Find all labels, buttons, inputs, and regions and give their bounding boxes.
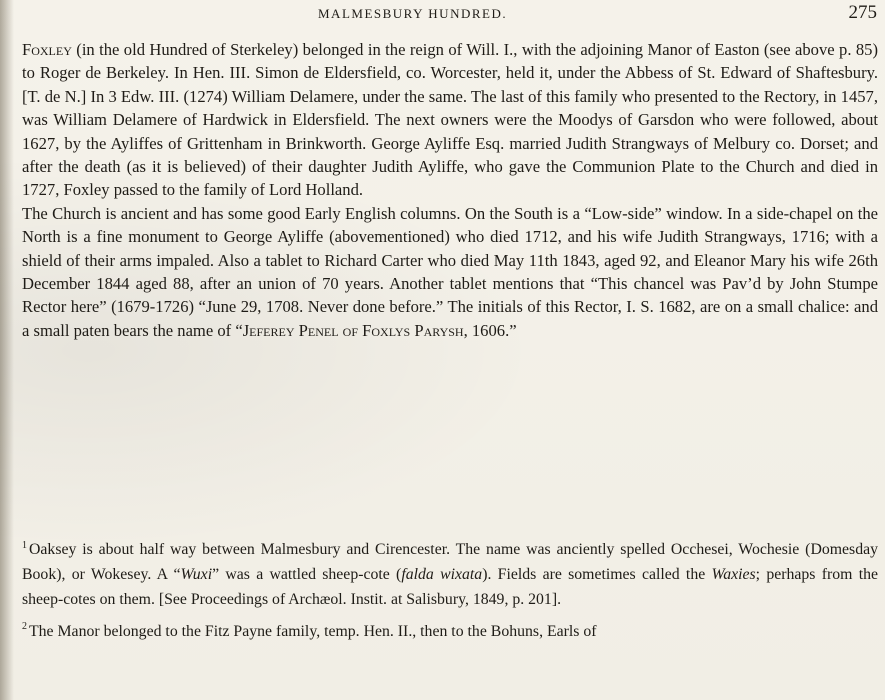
paten-inscription: Jeferey Penel of Foxlys Parysh, 1606. bbox=[242, 320, 510, 340]
paragraph-church bbox=[22, 202, 878, 342]
footnote-marker: 1 bbox=[22, 539, 27, 551]
paragraph-foxley bbox=[22, 38, 878, 202]
footnote-1 bbox=[22, 537, 878, 613]
footnotes bbox=[22, 537, 878, 644]
main-text bbox=[22, 38, 878, 342]
paragraph-lead-word: Foxley bbox=[22, 40, 72, 59]
footnote-text: ” was a wattled sheep-cote ( bbox=[212, 566, 402, 584]
footnote-2 bbox=[22, 619, 878, 644]
paragraph-text: (in the old Hundred of Sterkeley) belonged in the reign of Will. I., with the adjoining Manor of Easton (see above p. 85) to Roger de Berkeley. In Hen. III. Simon de Eldersfield, co. Worcester, held it, under the Abbess of St. Edward of Shaftesbury. [T. de N.] In 3 Edw. III. (1274) William Delamere, under the same. The last of this family who presented to the Rectory, in 1457, was William Delamere of Hardwick in Eldersfield. The next owners were the Moodys of Garsdon who were followed, about 1627, by the Ayliffes of Grittenham in Brinkworth. George Ayliffe Esq. married Judith Strangways of Melbury co. Dorset; and after the death (as it is believed) of their daughter Judith Ayliffe, who gave the Communion Plate to the Church and died in 1727, Foxley passed to the family of Lord Holland. bbox=[22, 40, 878, 200]
binding-shadow bbox=[0, 0, 14, 700]
page-number: 275 bbox=[848, 2, 877, 23]
paragraph-text-end: ” bbox=[509, 320, 517, 340]
footnote-text: ; perhaps from the sheep-cotes on them. [See Proceedings of Archæol. Instit. at Salisbury, 1849, p. 201]. bbox=[22, 566, 878, 609]
footnote-italic: Wuxi bbox=[180, 566, 213, 584]
footnote-text: Oaksey is about half way between Malmesbury and Cirencester. The name was anciently spelled Occhesei, Wochesie (Domesday Book), or Wokesey. A “ bbox=[22, 541, 878, 584]
footnote-italic: Waxies bbox=[711, 566, 756, 584]
footnote-text: ). Fields are sometimes called the bbox=[482, 566, 712, 584]
running-head: MALMESBURY HUNDRED. bbox=[318, 6, 508, 21]
paragraph-text: The Church is ancient and has some good Early English columns. On the South is a “Low-side” window. In a side-chapel on the North is a fine monument to George Ayliffe (abovementioned) who died 1712, and his wife Judith Strangways, 1716; with a shield of their arms impaled. Also a tablet to Richard Carter who died May 11th 1843, aged 92, and Eleanor Mary his wife 26th December 1844 aged 88, after an union of 70 years. Another tablet mentions that “This chancel was Pav’d by John Stumpe Rector here” (1679-1726) “June 29, 1708. Never done before.” The initials of this Rector, I. S. 1682, are on a small chalice: and a small paten bears the name of “ bbox=[22, 203, 878, 340]
footnote-marker: 2 bbox=[22, 621, 27, 633]
footnote-text: The Manor belonged to the Fitz Payne family, temp. Hen. II., then to the Bohuns, Earls of bbox=[29, 622, 597, 640]
footnote-italic: falda wixata bbox=[401, 566, 483, 584]
